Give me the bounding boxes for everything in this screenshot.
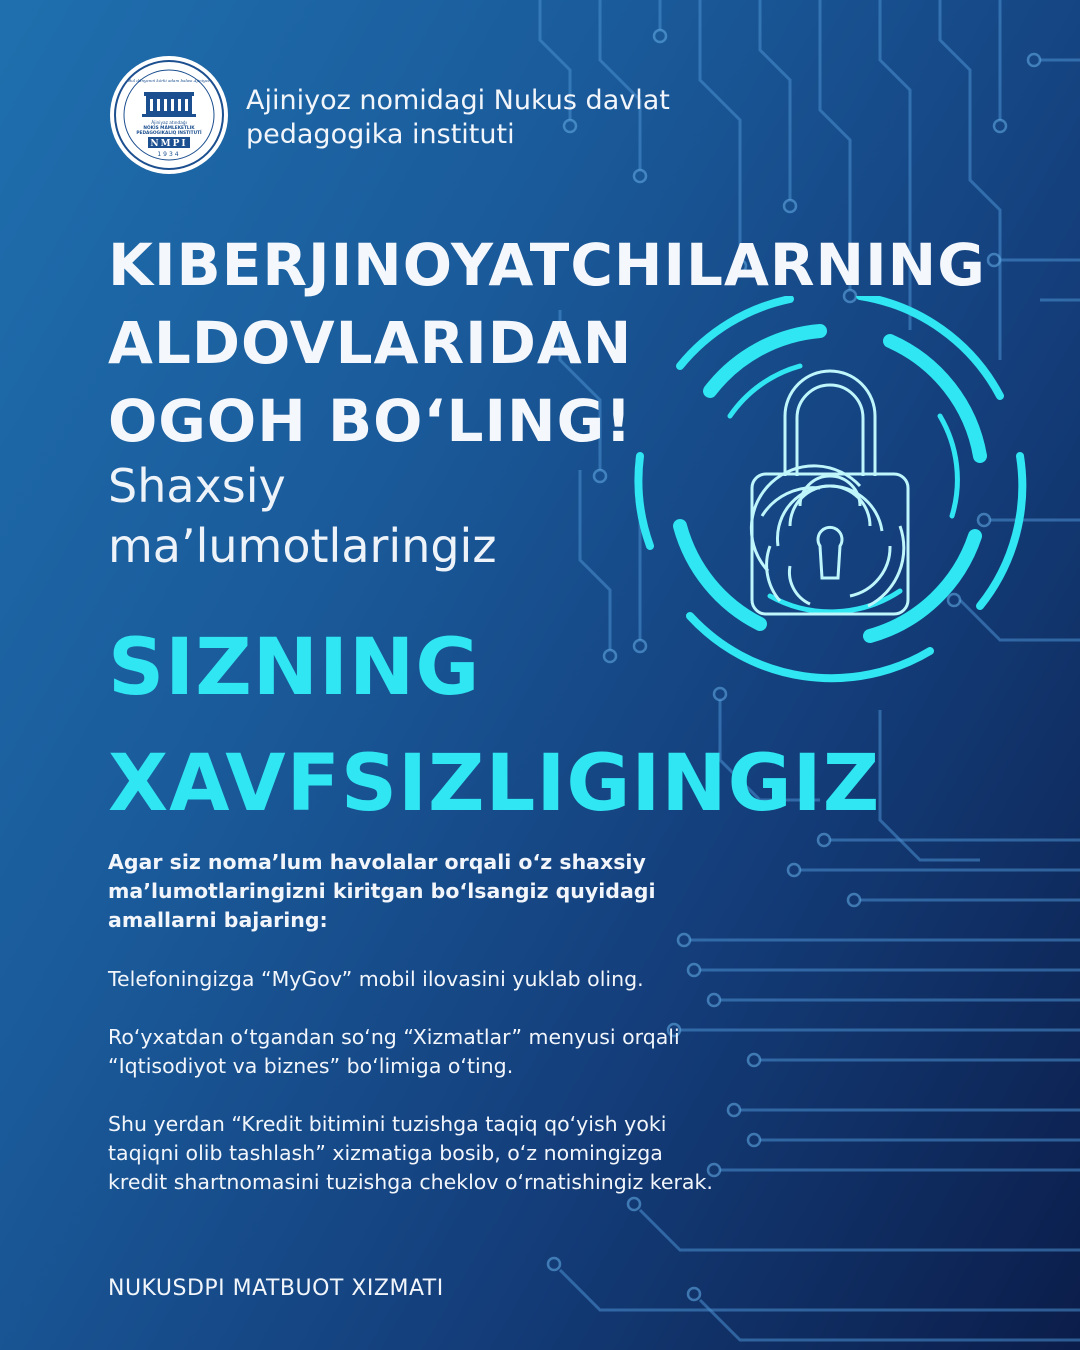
step-3: Shu yerdan “Kredit bitimini tuzishga taqiq qo‘yish yoki taqiqni olib tashlash” xizmatiga bosib, o‘z nomingizga kredit shartnomasini tuzishga cheklov o‘rnatishingiz kerak. bbox=[108, 1112, 713, 1194]
headline-line-1: KIBERJINOYATCHILARNING bbox=[108, 231, 986, 299]
institute-seal-icon bbox=[108, 54, 230, 176]
step-1: Telefoningizga “MyGov” mobil ilovasini yuklab oling. bbox=[108, 967, 644, 991]
logo-abbr: NMPI bbox=[150, 139, 188, 149]
logo-year: 1934 bbox=[157, 151, 181, 158]
logo-mid-line-1: Ájiniyaz atındaģı bbox=[151, 121, 187, 126]
institution-name bbox=[246, 84, 670, 152]
step-2: Ro‘yxatdan o‘tgandan so‘ng “Xizmatlar” menyusi orqali “Iqtisodiyot va biznes” bo‘limiga o‘ting. bbox=[108, 1025, 680, 1078]
institute-logo bbox=[108, 54, 230, 176]
institution-name-line-2: pedagogika instituti bbox=[246, 119, 515, 150]
logo-motto: Bul dünyanıń körki adam balası Ájiniyaz bbox=[128, 78, 210, 83]
highlight-line-1: SIZNING bbox=[108, 623, 481, 713]
instructions bbox=[108, 848, 728, 1226]
instructions-intro: Agar siz noma’lum havolalar orqali o‘z shaxsiy ma’lumotlaringizni kiritgan bo‘lsangiz quyidagi amallarni bajaring: bbox=[108, 850, 656, 932]
institution-name-line-1: Ajiniyoz nomidagi Nukus davlat bbox=[246, 85, 670, 116]
subtitle-line-2: ma’lumotlaringiz bbox=[108, 519, 497, 573]
headline-line-3: OGOH BO‘LING! bbox=[108, 387, 633, 455]
highlight-line-2: XAVFSIZLIGINGIZ bbox=[108, 739, 881, 829]
subtitle-line-1: Shaxsiy bbox=[108, 459, 286, 513]
fingerprint-padlock-icon bbox=[620, 296, 1060, 716]
logo-mid-line-3: PEDAGOGIKALIQ INSTITUTÍ bbox=[136, 131, 202, 136]
subtitle bbox=[108, 456, 496, 576]
footer-press-service: NUKUSDPI MATBUOT XIZMATI bbox=[108, 1276, 444, 1301]
headline-line-2: ALDOVLARIDAN bbox=[108, 309, 633, 377]
logo-mid-line-2: NÓKIS MÁMLEKETLIK bbox=[143, 126, 195, 131]
